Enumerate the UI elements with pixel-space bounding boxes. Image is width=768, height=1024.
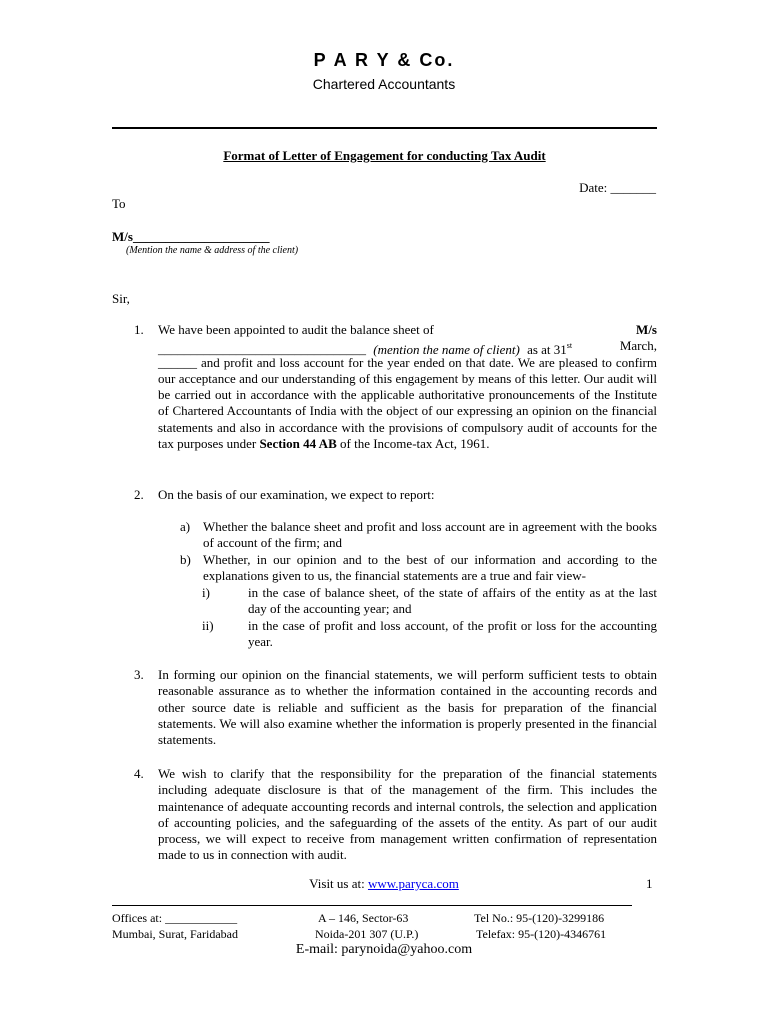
- offices-label: Offices at: ____________: [112, 911, 238, 925]
- roman-item-text: in the case of profit and loss account, of the profit or loss for the accounting year.: [248, 618, 657, 650]
- page-number: 1: [646, 876, 653, 891]
- sub-item-label: a): [180, 519, 191, 534]
- paragraph-text-end: of the Income-tax Act, 1961.: [340, 436, 490, 452]
- to-label: To: [112, 196, 126, 211]
- roman-item-text: in the case of balance sheet, of the state of affairs of the entity as at the last day of the accounting year; and: [248, 585, 657, 617]
- footer-divider: [112, 905, 632, 906]
- paragraph-text: In forming our opinion on the financial statements, we will perform sufficient tests to obtain reasonable assurance as to whether the information contained in the accounting records and other source date is reliable and sufficient as the basis for preparation of the financial statements. We will also examine whether the information is properly presented in the financial statements.: [158, 667, 657, 748]
- paragraph-text: On the basis of our examination, we expect to report:: [158, 487, 435, 502]
- salutation: Sir,: [112, 291, 130, 306]
- paragraph-text: We wish to clarify that the responsibility for the preparation of the financial statements including adequate disclosure is that of the management of the firm. This includes the maintenance of adequate accounting records and internal controls, the selection and application of accounting policies, and the safeguarding of the assets of the entity. As part of our audit process, we will expect to receive from management written confirmation of representation made to us in connection with audit.: [158, 766, 657, 863]
- roman-item-label: ii): [202, 618, 214, 633]
- client-name-line: M/s_____________________: [112, 229, 270, 244]
- website-line: [0, 876, 768, 892]
- section-reference: Section 44 AB: [259, 436, 337, 452]
- address-line-1: A – 146, Sector-63: [318, 911, 409, 925]
- paragraph-number: 3.: [134, 667, 144, 682]
- client-name-instruction: (mention the name of client): [373, 341, 520, 357]
- date-field: Date: _______: [579, 180, 656, 195]
- as-at-text: as at 31: [527, 341, 567, 357]
- sub-item-text: Whether, in our opinion and to the best of our information and according to the explanations given to us, the financial statements are a true and fair view-: [203, 552, 657, 584]
- paragraph-number: 2.: [134, 487, 144, 502]
- client-blank: ________________________________: [158, 341, 366, 357]
- paragraph-text: ______ and profit and loss account for the year ended on that date. We are pleased to confirm our acceptance and our understanding of this engagement by means of this letter. Our audit will be carried out in accordance with the applicable authoritative pronouncements of the Institute of Chartered Accountants of India with the object of our expressing an opinion on the financial statements and also in accordance with the provisions of compulsory audit of accounts for the tax purposes under: [158, 354, 657, 452]
- sub-item-text: Whether the balance sheet and profit and loss account are in agreement with the books of account of the firm; and: [203, 519, 657, 551]
- firm-name: P A R Y & Co.: [313, 50, 455, 70]
- email-address: E-mail: parynoida@yahoo.com: [295, 942, 473, 957]
- client-ms-label: M/s: [636, 322, 657, 337]
- visit-label: Visit us at:: [309, 876, 365, 891]
- telephone: Tel No.: 95-(120)-3299186: [474, 911, 605, 925]
- telefax: Telefax: 95-(120)-4346761: [476, 927, 607, 941]
- paragraph-number: 4.: [134, 766, 144, 781]
- address-line-2: Noida-201 307 (U.P.): [315, 927, 419, 941]
- sub-item-label: b): [180, 552, 191, 567]
- paragraph-text: We have been appointed to audit the balance sheet of: [158, 322, 434, 337]
- paragraph-number: 1.: [134, 322, 144, 337]
- website-link[interactable]: www.paryca.com: [367, 876, 459, 891]
- document-title: Format of Letter of Engagement for conducting Tax Audit: [223, 148, 546, 163]
- roman-item-label: i): [202, 585, 210, 600]
- header-divider: [112, 127, 657, 129]
- offices-cities: Mumbai, Surat, Faridabad: [112, 927, 238, 941]
- date-superscript: st: [566, 341, 573, 351]
- month-text: March,: [619, 338, 657, 354]
- client-name-note: (Mention the name & address of the client): [126, 245, 299, 256]
- firm-subtitle: Chartered Accountants: [312, 76, 456, 92]
